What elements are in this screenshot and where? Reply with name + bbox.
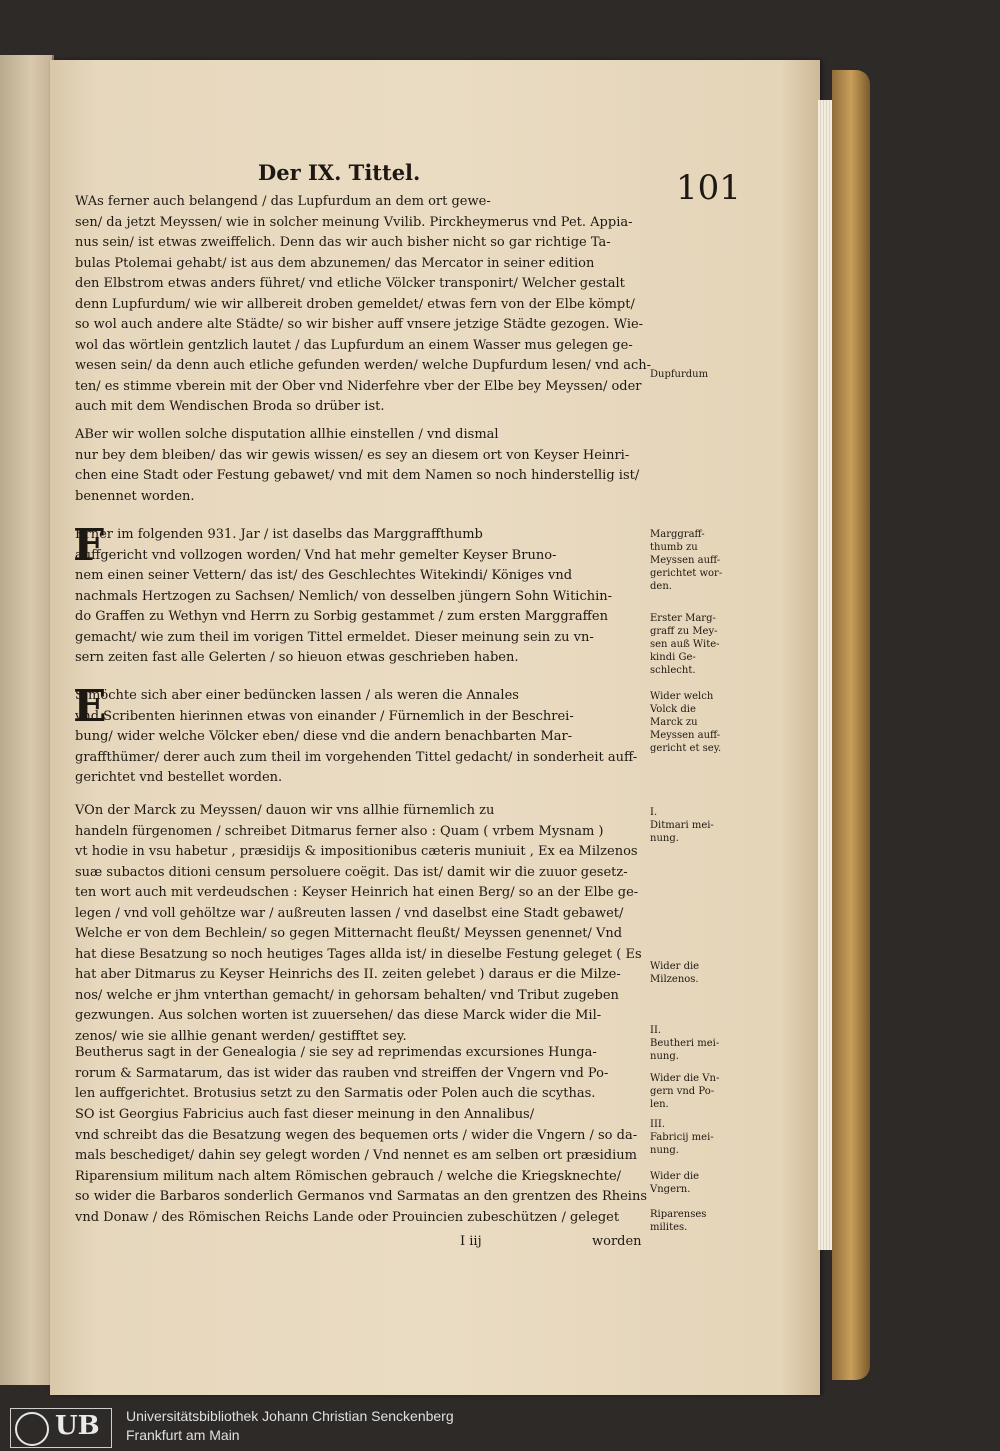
margin-note-line: I.	[650, 807, 658, 818]
text-line: zenos/ wie sie allhie genant werden/ gestifftet sey.	[75, 1028, 407, 1044]
text-line: nos/ welche er jhm vnterthan gemacht/ in gehorsam behalten/ vnd Tribut zugeben	[75, 987, 619, 1003]
text-line: Beutherus sagt in der Genealogia / sie sey ad reprimendas excursiones Hunga-	[75, 1045, 597, 1060]
text-line: sern zeiten fast alle Gelerten / so hieuon etwas geschrieben haben.	[75, 650, 519, 665]
text-line: gezwungen. Aus solchen worten ist zuuersehen/ das diese Marck wider die Mil-	[75, 1008, 602, 1023]
text-line: auffgericht vnd vollzogen worden/ Vnd hat mehr gemelter Keyser Bruno-	[75, 547, 557, 563]
text-line: gerichtet vnd bestellet worden.	[75, 770, 283, 785]
text-line: WAs ferner auch belangend / das Lupfurdum an dem ort gewe-	[75, 194, 491, 209]
page-number: 101	[676, 168, 741, 208]
margin-note-line: Wider welch	[650, 691, 714, 702]
page-block-edge	[818, 100, 832, 1250]
text-line: chen eine Stadt oder Festung gebawet/ vnd mit dem Namen so noch hinderstellig ist/	[75, 468, 640, 483]
drop-initial-e: E	[73, 681, 107, 732]
text-line: auch mit dem Wendischen Broda so drüber ist.	[75, 399, 385, 414]
margin-note	[650, 528, 722, 593]
margin-note-line: Erster Marg-	[650, 613, 716, 624]
institution-location: Frankfurt am Main	[126, 1427, 240, 1443]
text-line: so wider die Barbaros sonderlich Germanos vnd Sarmatas an den grentzen des Rheins	[75, 1189, 648, 1204]
margin-note-line: Fabricij mei-	[650, 1132, 714, 1143]
text-line: len auffgerichtet. Brotusius setzt zu den Sarmatis oder Polen auch die scythas.	[75, 1086, 596, 1101]
text-line: hat aber Ditmarus zu Keyser Heinrichs des II. zeiten gelebet ) daraus er die Milze-	[75, 967, 621, 982]
text-line: bung/ wider welche Völcker eben/ diese vnd die andern benachbarten Mar-	[75, 729, 573, 744]
institution-name[interactable]: Universitätsbibliothek Johann Christian Senckenberg	[126, 1408, 454, 1424]
margin-note	[650, 1208, 706, 1234]
margin-note	[650, 1072, 719, 1111]
margin-note-line: gericht et sey.	[650, 743, 722, 754]
margin-note-line: Vngern.	[650, 1184, 691, 1195]
margin-note-line: Milzenos.	[650, 974, 699, 985]
margin-note-line: gern vnd Po-	[650, 1086, 715, 1097]
text-line: denn Lupfurdum/ wie wir allbereit droben gemeldet/ etwas fern von der Elbe kömpt/	[75, 296, 635, 312]
margin-note-line: Wider die	[650, 1171, 700, 1182]
margin-note-line: kindi Ge-	[650, 652, 696, 663]
margin-note-line: thumb zu	[650, 542, 698, 553]
text-line: ABer wir wollen solche disputation allhie einstellen / vnd dismal	[75, 427, 499, 442]
text-line: vnd Donaw / des Römischen Reichs Lande oder Prouincien zubeschützen / geleget	[75, 1209, 620, 1225]
text-line: SO ist Georgius Fabricius auch fast dieser meinung in den Annalibus/	[75, 1107, 535, 1122]
footer-bar	[0, 1400, 1000, 1451]
margin-note-line: nung.	[650, 1051, 679, 1062]
text-line: benennet worden.	[75, 488, 195, 504]
margin-note-line: Wider die Vn-	[650, 1073, 720, 1084]
margin-note	[650, 960, 699, 986]
margin-note-line: Beutheri mei-	[650, 1038, 720, 1049]
paragraph	[75, 525, 612, 669]
text-line: Erner im folgenden 931. Jar / ist daselbs das Marggraffthumb	[75, 527, 483, 542]
text-line: ten/ es stimme vberein mit der Ober vnd Niderfehre vber der Elbe bey Meyssen/ oder	[75, 378, 642, 394]
text-line: mals beschediget/ dahin sey gelegt worden / Vnd nennet es am selben ort præsidium	[75, 1148, 637, 1163]
text-line: nur bey dem bleiben/ das wir gewis wissen/ es sey an diesem ort von Keyser Heinri-	[75, 447, 630, 463]
margin-note	[650, 368, 708, 381]
text-line: VOn der Marck zu Meyssen/ dauon wir vns allhie fürnemlich zu	[75, 803, 495, 818]
text-line: bulas Ptolemai gehabt/ ist aus dem abzunemen/ das Mercator in seiner edition	[75, 255, 595, 271]
margin-note-line: nung.	[650, 1145, 679, 1156]
margin-note	[650, 690, 721, 755]
paragraph	[75, 801, 642, 1047]
text-line: hat diese Besatzung so noch heutiges Tages allda ist/ in dieselbe Festung geleget ( Es	[75, 946, 642, 962]
paragraph	[75, 686, 637, 789]
text-line: sen/ da jetzt Meyssen/ wie in solcher meinung Vvilib. Pirckheymerus vnd Pet. Appia-	[75, 214, 633, 230]
margin-note-line: III.	[650, 1119, 666, 1130]
book-binding	[832, 70, 870, 1380]
text-line: vnd Scribenten hierinnen etwas von einander / Fürnemlich in der Beschrei-	[75, 708, 574, 724]
text-line: handeln fürgenomen / schreibet Ditmarus ferner also : Quam ( vrbem Mysnam )	[75, 823, 604, 839]
text-line: ten wort auch mit verdeudschen : Keyser Heinrich hat einen Berg/ so an der Elbe ge-	[75, 885, 639, 900]
margin-note	[650, 1024, 719, 1063]
margin-note-line: Wider die	[650, 961, 700, 972]
margin-note-line: Dupfurdum	[650, 369, 709, 380]
margin-note-line: graff zu Mey-	[650, 626, 718, 637]
text-line: wol das wörtlein gentzlich lautet / das Lupfurdum an einem Wasser mus gelegen ge-	[75, 337, 633, 353]
text-line: nus sein/ ist etwas zweiffelich. Denn das wir auch bisher nicht so gar richtige Ta-	[75, 235, 611, 250]
margin-note-line: schlecht.	[650, 665, 696, 676]
text-line: S möchte sich aber einer bedüncken lassen / als weren die Annales	[75, 688, 519, 703]
margin-note-line: Ditmari mei-	[650, 820, 714, 831]
text-line: Welche er von dem Bechlein/ so gegen Mitternacht fleußt/ Meyssen genennet/ Vnd	[75, 926, 623, 941]
paragraph	[75, 425, 639, 507]
logo-text: UB	[55, 1411, 100, 1441]
margin-note	[650, 1170, 699, 1196]
margin-note-line: gerichtet wor-	[650, 568, 723, 579]
margin-note-line: len.	[650, 1099, 669, 1110]
margin-note-line: II.	[650, 1025, 662, 1036]
paragraph	[75, 192, 651, 418]
margin-note-line: Riparenses	[650, 1209, 707, 1220]
margin-note-line: Meyssen auff-	[650, 730, 721, 741]
text-line: vnd schreibt das die Besatzung wegen des bequemen orts / wider die Vngern / so da-	[75, 1127, 638, 1143]
facing-page-edge	[0, 55, 54, 1385]
text-line: vt hodie in vsu habetur , præsidijs & impositionibus cæteris muniuit , Ex ea Milzenos	[75, 844, 638, 859]
margin-note-line: Marck zu	[650, 717, 698, 728]
library-logo[interactable]	[10, 1408, 112, 1448]
text-line: gemacht/ wie zum theil im vorigen Tittel ermeldet. Dieser meinung sein zu vn-	[75, 629, 594, 645]
catchword: worden	[592, 1234, 642, 1249]
margin-note-line: Marggraff-	[650, 529, 705, 540]
text-line: nem einen seiner Vettern/ das ist/ des Geschlechtes Witekindi/ Königes vnd	[75, 568, 573, 583]
text-line: legen / vnd voll gehöltze war / außreuten lassen / vnd daselbst eine Stadt gebawet/	[75, 905, 624, 921]
margin-note	[650, 1118, 714, 1157]
paragraph	[75, 1043, 608, 1105]
text-line: suæ subactos ditioni censum persoluere coëgit. Das ist/ damit wir die zuuor gesetz-	[75, 864, 628, 880]
margin-note	[650, 806, 714, 845]
text-line: den Elbstrom etwas anders führet/ vnd etliche Völcker transponirt/ Welcher gestalt	[75, 276, 625, 291]
drop-initial-f: F	[73, 520, 105, 571]
text-line: wesen sein/ da denn auch etliche gefunden werden/ welche Dupfurdum lesen/ vnd ach-	[75, 358, 652, 373]
margin-note-line: nung.	[650, 833, 679, 844]
text-line: so wol auch andere alte Städte/ so wir bisher auff vnsere jetzige Städte gezogen. Wie-	[75, 317, 644, 332]
page-header: Der IX. Tittel.	[258, 160, 421, 185]
margin-note-line: milites.	[650, 1222, 688, 1233]
text-line: do Graffen zu Wethyn vnd Herrn zu Sorbig gestammet / zum ersten Marggraffen	[75, 609, 608, 624]
margin-note-line: Volck die	[650, 704, 696, 715]
signature-mark: I iij	[460, 1234, 482, 1249]
text-line: rorum & Sarmatarum, das ist wider das rauben vnd streiffen der Vngern vnd Po-	[75, 1065, 609, 1081]
margin-note-line: Meyssen auff-	[650, 555, 721, 566]
margin-note	[650, 612, 720, 677]
seal-icon	[15, 1412, 49, 1446]
text-line: nachmals Hertzogen zu Sachsen/ Nemlich/ von desselben jüngern Sohn Witichin-	[75, 588, 613, 604]
margin-note-line: sen auß Wite-	[650, 639, 720, 650]
text-line: Riparensium militum nach altem Römischen gebrauch / welche die Kriegsknechte/	[75, 1168, 622, 1184]
paragraph	[75, 1105, 647, 1228]
margin-note-line: den.	[650, 581, 672, 592]
text-line: graffthümer/ derer auch zum theil im vorgehenden Tittel gedacht/ in sonderheit auff-	[75, 749, 638, 765]
